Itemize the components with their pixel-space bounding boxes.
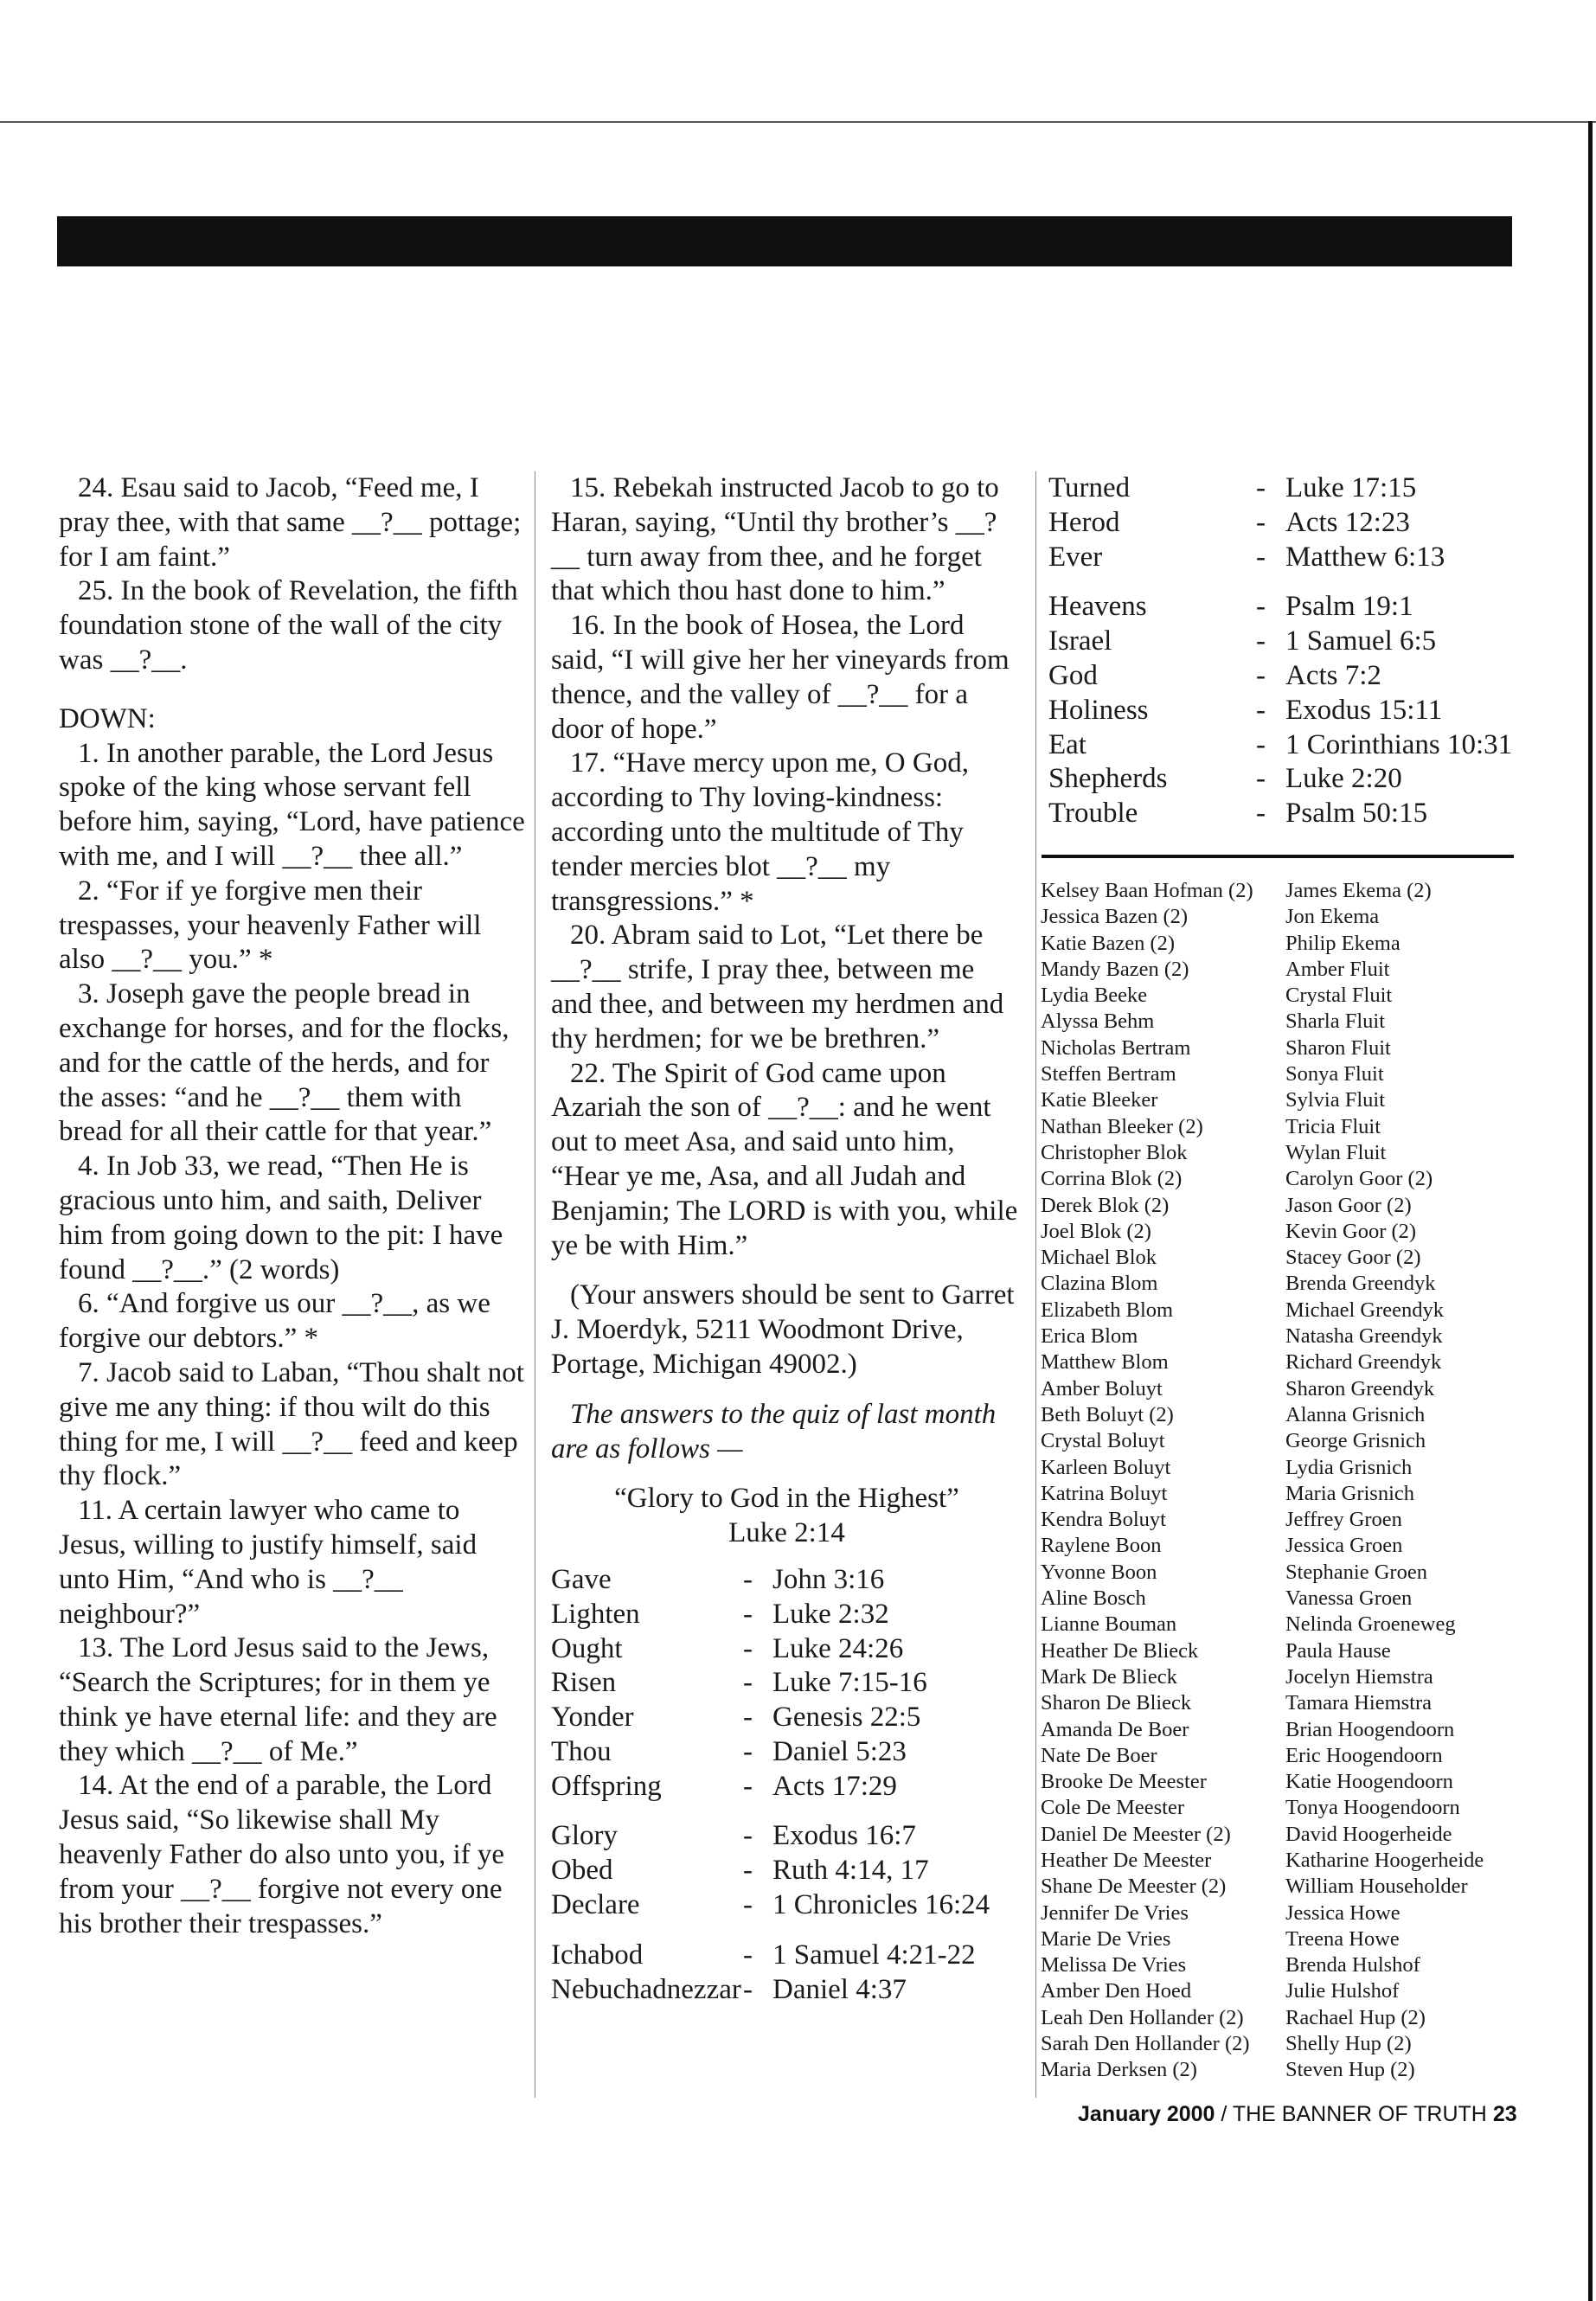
answer-table — [551, 1563, 1022, 2008]
answer-table-continued — [1048, 471, 1516, 831]
name-item: Yvonne Boon — [1041, 1560, 1157, 1584]
question-item: 25. In the book of Revelation, the fifth foundation stone of the wall of the city was __?__. — [59, 575, 518, 676]
name-item: Kelsey Baan Hofman (2) — [1041, 879, 1253, 902]
name-item: Lydia Beeke — [1041, 984, 1148, 1008]
name-item: Sharla Fluit — [1285, 1009, 1386, 1034]
answer-row — [1048, 694, 1516, 728]
name-item: Nate De Boer — [1041, 1743, 1157, 1767]
question-item: 11. A certain lawyer who came to Jesus, willing to justify himself, said unto Him, “And who is __?__ neighbour?” — [59, 1495, 478, 1630]
name-item: Katrina Boluyt — [1041, 1481, 1168, 1505]
answer-dash: - — [743, 1667, 753, 1699]
name-item: Steffen Bertram — [1041, 1062, 1176, 1086]
name-item: Amber Fluit — [1285, 957, 1390, 981]
name-item: Heather De Blieck — [1041, 1638, 1199, 1663]
names-column-left — [1041, 878, 1283, 2084]
name-item: Erica Blom — [1041, 1324, 1138, 1349]
answer-word: Thou — [551, 1735, 612, 1767]
name-item: Crystal Boluyt — [1041, 1429, 1165, 1453]
name-item: Stacey Goor (2) — [1285, 1246, 1421, 1270]
answer-dash: - — [743, 1820, 753, 1852]
name-item: Katie Bazen (2) — [1041, 931, 1176, 955]
name-item: Tamara Hiemstra — [1285, 1691, 1433, 1715]
answer-word: Offspring — [551, 1770, 662, 1802]
name-item: Stephanie Groen — [1285, 1560, 1427, 1584]
answer-ref: Luke 2:32 — [772, 1598, 889, 1630]
answer-word: Lighten — [551, 1598, 640, 1630]
answer-word: Declare — [551, 1889, 640, 1921]
answer-row — [1048, 797, 1516, 831]
answer-row — [1048, 762, 1516, 797]
answer-dash: - — [1256, 625, 1266, 657]
answer-dash: - — [743, 1889, 753, 1921]
answer-word: Eat — [1048, 728, 1086, 760]
name-item: Steven Hup (2) — [1285, 2058, 1415, 2082]
answer-ref: Daniel 4:37 — [772, 1973, 907, 2005]
name-item: Matthew Blom — [1041, 1350, 1169, 1375]
answer-ref: 1 Chronicles 16:24 — [772, 1889, 990, 1921]
name-item: Shelly Hup (2) — [1285, 2032, 1412, 2056]
name-item: Alyssa Behm — [1041, 1009, 1155, 1034]
answer-dash: - — [743, 1939, 753, 1971]
name-item: Corrina Blok (2) — [1041, 1167, 1183, 1191]
name-item: Leah Den Hollander (2) — [1041, 2005, 1244, 2029]
page-footer — [1078, 2102, 1517, 2127]
name-item: Crystal Fluit — [1285, 984, 1393, 1008]
name-item: Amber Den Hoed — [1041, 1979, 1192, 2003]
name-item: Alanna Grisnich — [1285, 1402, 1426, 1426]
answer-ref: Daniel 5:23 — [772, 1735, 907, 1767]
answer-row — [1048, 625, 1516, 659]
name-item: Sarah Den Hollander (2) — [1041, 2032, 1250, 2056]
answer-dash: - — [743, 1632, 753, 1664]
answer-row — [551, 1854, 1022, 1888]
answer-ref: Acts 12:23 — [1285, 506, 1410, 538]
answer-dash: - — [1256, 541, 1266, 573]
name-item: Brian Hoogendoorn — [1285, 1717, 1455, 1741]
name-item: Raylene Boon — [1041, 1534, 1162, 1558]
name-item: Sylvia Fluit — [1285, 1088, 1386, 1112]
name-item: Rachael Hup (2) — [1285, 2005, 1426, 2029]
answer-ref: Ruth 4:14, 17 — [772, 1855, 929, 1887]
name-item: Katie Hoogendoorn — [1285, 1770, 1453, 1794]
name-item: James Ekema (2) — [1285, 879, 1432, 902]
question-item: 15. Rebekah instructed Jacob to go to Haran, saying, “Until thy brother’s __?__ turn away from thee, and he forget that which thou hast done to him.” — [551, 472, 999, 607]
answer-word: Glory — [551, 1820, 618, 1852]
question-item: 16. In the book of Hosea, the Lord said, “I will give her her vineyards from thence, and the valley of __?__ for a door of hope.” — [551, 610, 1010, 745]
answer-row — [1048, 541, 1516, 575]
name-item: Wylan Fluit — [1285, 1140, 1387, 1164]
answer-ref: Luke 17:15 — [1285, 472, 1417, 503]
answer-dash: - — [743, 1973, 753, 2005]
name-item: Shane De Meester (2) — [1041, 1875, 1227, 1899]
answer-ref: Luke 2:20 — [1285, 763, 1402, 795]
name-item: Carolyn Goor (2) — [1285, 1167, 1433, 1191]
name-item: Jeffrey Groen — [1285, 1508, 1402, 1532]
name-item: Jason Goor (2) — [1285, 1193, 1412, 1217]
answer-row — [551, 1888, 1022, 1923]
name-item: Sharon De Blieck — [1041, 1691, 1192, 1715]
answer-word: Shepherds — [1048, 763, 1168, 795]
footer-separator: / — [1221, 2102, 1227, 2126]
name-item: Lydia Grisnich — [1285, 1455, 1413, 1479]
name-item: Treena Howe — [1285, 1926, 1400, 1951]
answer-word: Ever — [1048, 541, 1103, 573]
answer-word: Heavens — [1048, 591, 1147, 623]
answer-ref: 1 Samuel 4:21-22 — [772, 1939, 976, 1971]
answer-row — [1048, 728, 1516, 763]
name-item: Maria Derksen (2) — [1041, 2058, 1197, 2082]
answer-word: Ought — [551, 1632, 623, 1664]
answer-row — [551, 1770, 1022, 1804]
answer-row — [1048, 471, 1516, 506]
name-item: Joel Blok (2) — [1041, 1219, 1151, 1243]
answer-word: Herod — [1048, 506, 1120, 538]
name-item: Richard Greendyk — [1285, 1350, 1442, 1375]
answer-ref: Luke 24:26 — [772, 1632, 904, 1664]
answer-word: Holiness — [1048, 694, 1149, 726]
name-item: Jessica Howe — [1285, 1900, 1401, 1925]
answer-dash: - — [1256, 798, 1266, 830]
question-item: 17. “Have mercy upon me, O God, according to Thy loving-kindness: according unto the multitude of Thy tender mercies blot __?__ my transgressions.” * — [551, 747, 969, 917]
page-number: 23 — [1492, 2102, 1517, 2126]
name-item: Sonya Fluit — [1285, 1062, 1384, 1086]
answer-ref: Acts 7:2 — [1285, 659, 1381, 691]
answer-reference: Luke 2:14 — [728, 1517, 845, 1549]
name-item: Beth Boluyt (2) — [1041, 1402, 1174, 1426]
name-item: Philip Ekema — [1285, 931, 1401, 955]
question-item: 20. Abram said to Lot, “Let there be __?__ strife, I pray thee, between me and thee, and between my herdmen and thy herdmen; for we be brethren.” — [551, 920, 1004, 1054]
answer-dash: - — [1256, 506, 1266, 538]
name-item: Brooke De Meester — [1041, 1770, 1207, 1794]
answers-intro: The answers to the quiz of last month are as follows — — [551, 1398, 997, 1465]
answer-word: Yonder — [551, 1702, 634, 1734]
name-item: Nelinda Groeneweg — [1285, 1612, 1456, 1637]
answer-dash: - — [1256, 763, 1266, 795]
name-item: Maria Grisnich — [1285, 1481, 1414, 1505]
name-item: George Grisnich — [1285, 1429, 1426, 1453]
answer-row — [1048, 659, 1516, 694]
question-item: 1. In another parable, the Lord Jesus spoke of the king whose servant fell before him, saying, “Lord, have patience with me, and I will __?__ thee all.” — [59, 737, 525, 872]
name-item: Julie Hulshof — [1285, 1979, 1400, 2003]
name-item: Kendra Boluyt — [1041, 1508, 1166, 1532]
name-item: Cole De Meester — [1041, 1796, 1184, 1820]
name-item: Brenda Hulshof — [1285, 1953, 1420, 1977]
answer-dash: - — [1256, 694, 1266, 726]
name-item: Nicholas Bertram — [1041, 1035, 1191, 1060]
names-divider — [1042, 855, 1514, 858]
question-item: 13. The Lord Jesus said to the Jews, “Search the Scriptures; for in them ye think ye have eternal life: and they are they which __?__ of Me.” — [59, 1632, 497, 1767]
column-3 — [1048, 471, 1516, 831]
name-item: Sharon Greendyk — [1285, 1376, 1435, 1400]
answer-ref: Luke 7:15-16 — [772, 1667, 927, 1699]
answer-word: Risen — [551, 1667, 617, 1699]
answer-ref: Acts 17:29 — [772, 1770, 897, 1802]
name-item: David Hoogerheide — [1285, 1822, 1452, 1846]
answer-dash: - — [743, 1598, 753, 1630]
answer-row — [1048, 574, 1516, 625]
names-column-right — [1285, 878, 1528, 2084]
name-item: Elizabeth Blom — [1041, 1298, 1174, 1322]
name-item: Michael Blok — [1041, 1246, 1157, 1270]
name-item: Paula Hause — [1285, 1638, 1391, 1663]
answer-dash: - — [743, 1855, 753, 1887]
answer-word: God — [1048, 659, 1098, 691]
name-item: Vanessa Groen — [1285, 1586, 1413, 1611]
answer-dash: - — [743, 1702, 753, 1734]
answer-row — [551, 1804, 1022, 1854]
answer-ref: Psalm 19:1 — [1285, 591, 1413, 623]
column-divider — [1035, 471, 1036, 2098]
name-item: Mandy Bazen (2) — [1041, 957, 1189, 981]
name-item: Amanda De Boer — [1041, 1717, 1189, 1741]
footer-date: January 2000 — [1078, 2102, 1215, 2126]
name-item: Melissa De Vries — [1041, 1953, 1187, 1977]
question-item: 2. “For if ye forgive men their trespasses, your heavenly Father will also __?__ you.” * — [59, 875, 482, 976]
question-item: 3. Joseph gave the people bread in exchange for horses, and for the flocks, and for the cattle of the herds, and for the asses: “and he __?__ them with bread for all their cattle for that year.” — [59, 978, 510, 1148]
answer-word: Nebuchadnezzar — [551, 1973, 741, 2005]
name-item: Daniel De Meester (2) — [1041, 1822, 1231, 1846]
name-item: Amber Boluyt — [1041, 1376, 1163, 1400]
answer-dash: - — [743, 1735, 753, 1767]
answer-ref: 1 Samuel 6:5 — [1285, 625, 1437, 657]
question-item: 22. The Spirit of God came upon Azariah the son of __?__: and he went out to meet Asa, and said unto him, “Hear ye me, Asa, and all Judah and Benjamin; The LORD is with you, while ye be with Him.” — [551, 1057, 1018, 1261]
name-item: Michael Greendyk — [1285, 1298, 1444, 1322]
column-1 — [59, 471, 530, 1941]
down-heading: DOWN: — [59, 702, 156, 734]
answer-dash: - — [743, 1770, 753, 1802]
submission-address: (Your answers should be sent to Garret J. Moerdyk, 5211 Woodmont Drive, Portage, Michigan 49002.) — [551, 1279, 1015, 1380]
question-item: 7. Jacob said to Laban, “Thou shalt not give me any thing: if thou wilt do this thing for me, I will __?__ feed and keep thy flock.” — [59, 1356, 524, 1492]
question-item: 6. “And forgive us our __?__, as we forgive our debtors.” * — [59, 1288, 490, 1355]
name-item: William Householder — [1285, 1875, 1468, 1899]
answer-dash: - — [1256, 591, 1266, 623]
answer-dash: - — [1256, 659, 1266, 691]
answer-word: Ichabod — [551, 1939, 644, 1971]
question-item: 4. In Job 33, we read, “Then He is gracious unto him, and saith, Deliver him from going down to the pit: I have found __?__.” (2 words) — [59, 1150, 503, 1285]
answer-title: “Glory to God in the Highest” — [614, 1483, 959, 1515]
name-item: Derek Blok (2) — [1041, 1193, 1170, 1217]
answer-ref: John 3:16 — [772, 1563, 885, 1595]
answer-row — [551, 1701, 1022, 1735]
name-item: Jennifer De Vries — [1041, 1900, 1189, 1925]
answer-dash: - — [743, 1563, 753, 1595]
name-item: Jocelyn Hiemstra — [1285, 1664, 1433, 1689]
name-item: Jessica Groen — [1285, 1534, 1403, 1558]
name-item: Tricia Fluit — [1285, 1114, 1381, 1138]
top-rule — [0, 121, 1596, 123]
column-2 — [551, 471, 1022, 2007]
answer-word: Israel — [1048, 625, 1112, 657]
name-item: Lianne Bouman — [1041, 1612, 1177, 1637]
answer-ref: Exodus 16:7 — [772, 1820, 916, 1852]
name-item: Aline Bosch — [1041, 1586, 1146, 1611]
name-item: Nathan Bleeker (2) — [1041, 1114, 1203, 1138]
answer-ref: Exodus 15:11 — [1285, 694, 1443, 726]
name-item: Mark De Blieck — [1041, 1664, 1177, 1689]
answer-ref: Matthew 6:13 — [1285, 541, 1445, 573]
answer-word: Trouble — [1048, 798, 1138, 830]
answer-ref: 1 Corinthians 10:31 — [1285, 728, 1513, 760]
answer-row — [551, 1563, 1022, 1598]
footer-publication: THE BANNER OF TRUTH — [1232, 2102, 1487, 2126]
across-questions-continued — [59, 471, 530, 678]
answer-dash: - — [1256, 472, 1266, 503]
name-item: Tonya Hoogendoorn — [1285, 1796, 1460, 1820]
answer-row — [551, 1598, 1022, 1632]
answer-word: Turned — [1048, 472, 1131, 503]
name-item: Clazina Blom — [1041, 1272, 1158, 1296]
name-item: Kevin Goor (2) — [1285, 1219, 1417, 1243]
answer-row — [551, 1923, 1022, 1973]
name-item: Marie De Vries — [1041, 1926, 1171, 1951]
name-item: Christopher Blok — [1041, 1140, 1188, 1164]
question-item: 24. Esau said to Jacob, “Feed me, I pray thee, with that same __?__ pottage; for I am faint.” — [59, 472, 522, 573]
answer-row — [551, 1632, 1022, 1667]
page-edge — [1588, 121, 1593, 2301]
answer-row — [1048, 506, 1516, 541]
answer-word: Obed — [551, 1855, 613, 1887]
answer-row — [551, 1735, 1022, 1770]
down-questions — [59, 737, 530, 1942]
answer-row — [551, 1973, 1022, 2008]
name-item: Natasha Greendyk — [1285, 1324, 1443, 1349]
down-questions-continued — [551, 471, 1022, 1263]
answer-ref: Genesis 22:5 — [772, 1702, 921, 1734]
name-item: Katharine Hoogerheide — [1285, 1848, 1484, 1872]
name-item: Eric Hoogendoorn — [1285, 1743, 1443, 1767]
name-item: Jon Ekema — [1285, 905, 1380, 929]
answer-ref: Psalm 50:15 — [1285, 798, 1428, 830]
name-item: Katie Bleeker — [1041, 1088, 1158, 1112]
name-item: Karleen Boluyt — [1041, 1455, 1171, 1479]
answer-word: Gave — [551, 1563, 612, 1595]
question-item: 14. At the end of a parable, the Lord Jesus said, “So likewise shall My heavenly Father do also unto you, if ye from your __?__ forgive not every one his brother their trespasses.” — [59, 1770, 505, 1939]
answer-row — [551, 1666, 1022, 1701]
header-banner — [57, 216, 1512, 266]
answer-dash: - — [1256, 728, 1266, 760]
name-item: Brenda Greendyk — [1285, 1272, 1436, 1296]
name-item: Heather De Meester — [1041, 1848, 1212, 1872]
name-item: Jessica Bazen (2) — [1041, 905, 1189, 929]
name-item: Sharon Fluit — [1285, 1035, 1391, 1060]
